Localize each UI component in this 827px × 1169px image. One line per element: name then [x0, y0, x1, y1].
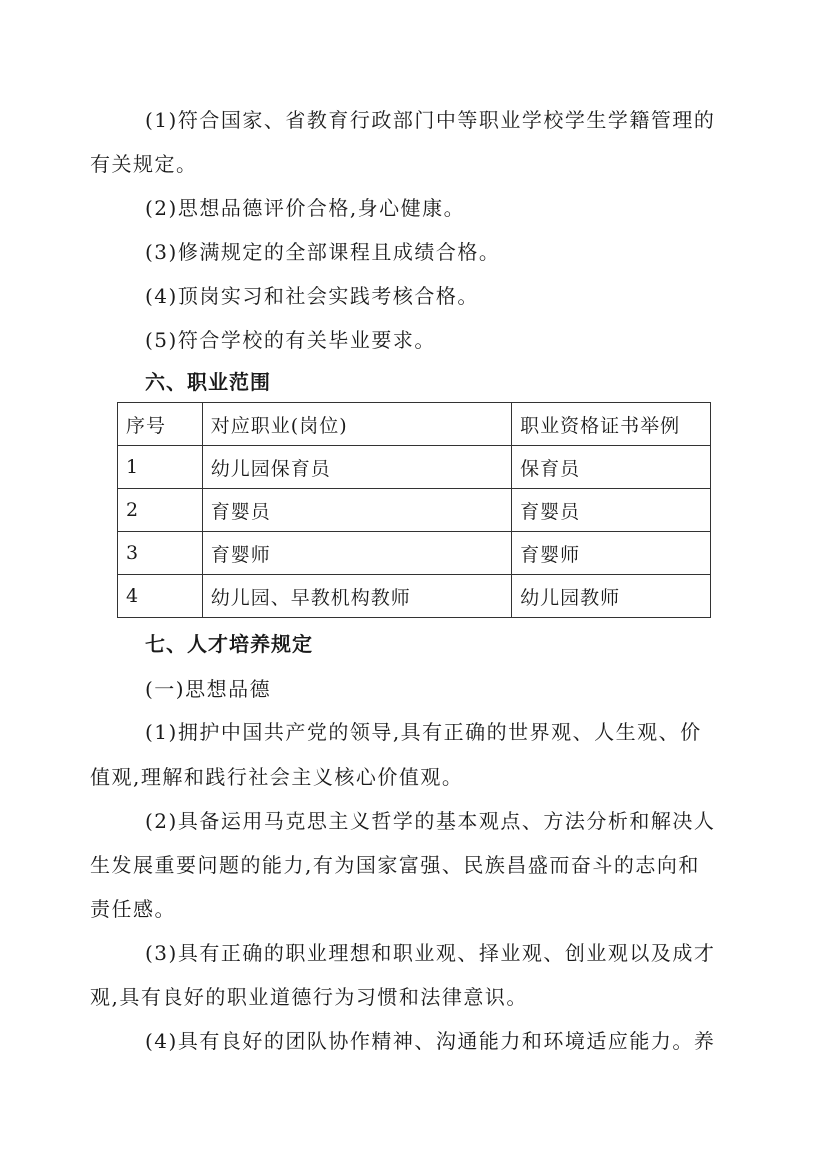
- paragraph-line: (4)具有良好的团队协作精神、沟通能力和环境适应能力。养: [145, 1029, 716, 1053]
- paragraph-line: (5)符合学校的有关毕业要求。: [145, 328, 436, 352]
- paragraph-line: (4)顶岗实习和社会实践考核合格。: [145, 284, 479, 308]
- table-row: [118, 575, 711, 618]
- section-heading: 七、人才培养规定: [145, 632, 313, 656]
- paragraph-line: 责任感。: [90, 897, 176, 921]
- table-cell: 1: [118, 446, 203, 489]
- paragraph-line: (1)拥护中国共产党的领导,具有正确的世界观、人生观、价: [145, 720, 702, 744]
- table-header-row: [118, 403, 711, 446]
- paragraph-line: 有关规定。: [90, 152, 198, 176]
- paragraph-line: 生发展重要问题的能力,有为国家富强、民族昌盛而奋斗的志向和: [90, 853, 700, 877]
- subsection-heading: (一)思想品德: [145, 677, 272, 701]
- table-cell: 育婴师: [512, 532, 711, 575]
- table-cell: 4: [118, 575, 203, 618]
- table-header-cell: 职业资格证书举例: [512, 403, 711, 446]
- table-cell: 保育员: [512, 446, 711, 489]
- table-header-cell: 对应职业(岗位): [202, 403, 511, 446]
- paragraph-line: (3)修满规定的全部课程且成绩合格。: [145, 240, 501, 264]
- table-cell: 幼儿园保育员: [202, 446, 511, 489]
- table-cell: 育婴师: [202, 532, 511, 575]
- table-row: [118, 489, 711, 532]
- paragraph-line: (2)具备运用马克思主义哲学的基本观点、方法分析和解决人: [145, 809, 716, 833]
- table-cell: 育婴员: [512, 489, 711, 532]
- table-row: [118, 532, 711, 575]
- table-cell: 幼儿园、早教机构教师: [202, 575, 511, 618]
- paragraph-line: (1)符合国家、省教育行政部门中等职业学校学生学籍管理的: [145, 108, 716, 132]
- paragraph-line: 值观,理解和践行社会主义核心价值观。: [90, 765, 464, 789]
- table-cell: 育婴员: [202, 489, 511, 532]
- table-row: [118, 446, 711, 489]
- table-cell: 2: [118, 489, 203, 532]
- career-scope-table: [117, 402, 711, 618]
- paragraph-line: (2)思想品德评价合格,身心健康。: [145, 196, 466, 220]
- table-cell: 3: [118, 532, 203, 575]
- table-header-cell: 序号: [118, 403, 203, 446]
- table-cell: 幼儿园教师: [512, 575, 711, 618]
- section-heading: 六、职业范围: [145, 370, 271, 394]
- paragraph-line: (3)具有正确的职业理想和职业观、择业观、创业观以及成才: [145, 941, 716, 965]
- paragraph-line: 观,具有良好的职业道德行为习惯和法律意识。: [90, 985, 528, 1009]
